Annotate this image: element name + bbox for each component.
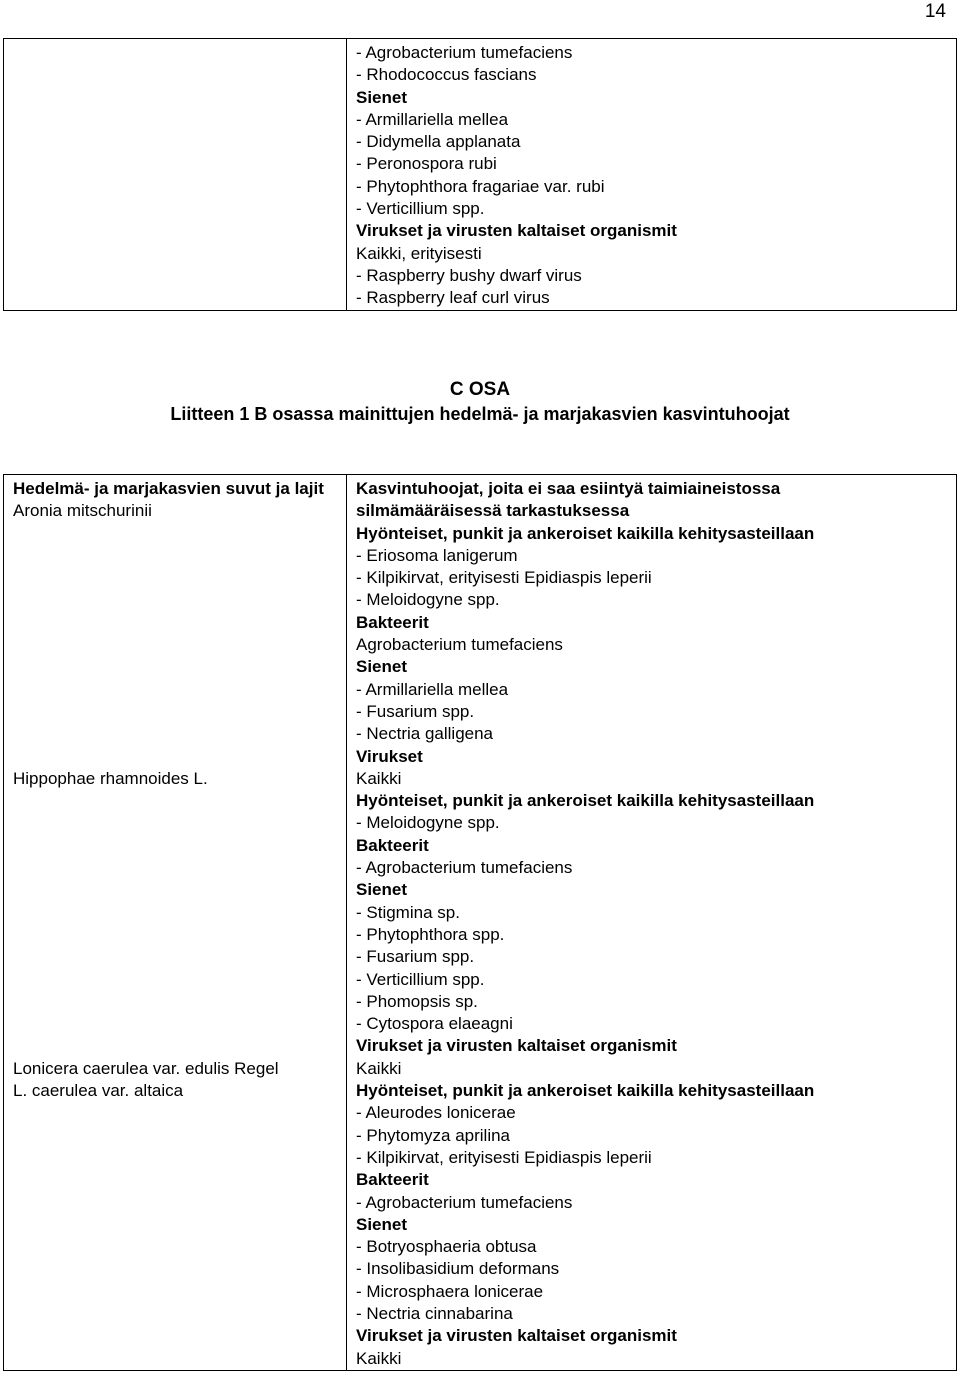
pest-item: - Raspberry leaf curl virus <box>356 288 550 308</box>
pest-item: - Meloidogyne spp. <box>356 590 500 610</box>
plant-hippophae <box>13 768 346 790</box>
pest-item: - Eriosoma lanigerum <box>356 545 518 565</box>
plant-name: Hippophae rhamnoides L. <box>13 768 208 788</box>
pest-item: - Phomopsis sp. <box>356 991 478 1011</box>
pest-category: Virukset ja virusten kaltaiset organismit <box>356 1036 677 1056</box>
pest-list <box>356 523 956 1370</box>
plant-aronia <box>13 500 346 522</box>
pest-item: - Microsphaera lonicerae <box>356 1281 544 1301</box>
pest-item: - Stigmina sp. <box>356 902 460 922</box>
pest-category: Sienet <box>356 1214 408 1234</box>
plant-name: Lonicera caerulea var. edulis Regel <box>13 1058 279 1078</box>
pest-item: Kaikki <box>356 1058 402 1078</box>
continued-pest-table <box>3 38 957 311</box>
plant-name: Aronia mitschurinii <box>13 501 152 521</box>
pest-item: - Aleurodes lonicerae <box>356 1103 516 1123</box>
pest-category: Hyönteiset, punkit ja ankeroiset kaikilla kehitysasteillaan <box>356 791 815 811</box>
pest-item: - Raspberry bushy dwarf virus <box>356 265 582 285</box>
pest-item: Agrobacterium tumefaciens <box>356 635 563 655</box>
pest-item: - Phytophthora fragariae var. rubi <box>356 176 605 196</box>
plant-column <box>4 475 347 1371</box>
plant-column-header: Hedelmä- ja marjakasvien suvut ja lajit <box>13 479 324 498</box>
pest-item: - Agrobacterium tumefaciens <box>356 43 573 62</box>
pest-category: Hyönteiset, punkit ja ankeroiset kaikilla kehitysasteillaan <box>356 523 815 543</box>
pest-item: - Fusarium spp. <box>356 947 475 967</box>
pest-item: - Agrobacterium tumefaciens <box>356 858 573 878</box>
pest-item: - Didymella applanata <box>356 132 521 152</box>
section-heading <box>0 378 960 426</box>
pest-category: Sienet <box>356 87 408 107</box>
pest-item: Kaikki <box>356 768 402 788</box>
pest-item: - Verticillium spp. <box>356 199 485 219</box>
pest-category: Bakteerit <box>356 1170 429 1190</box>
pest-item: - Meloidogyne spp. <box>356 813 500 833</box>
pest-item: - Insolibasidium deformans <box>356 1259 560 1279</box>
pest-category: Bakteerit <box>356 612 429 632</box>
section-subtitle: Liitteen 1 B osassa mainittujen hedelmä- ja marjakasvien kasvintuhoojat <box>170 404 790 424</box>
pest-column <box>347 475 957 1371</box>
pest-category: Bakteerit <box>356 835 429 855</box>
pest-item: - Kilpikirvat, erityisesti Epidiaspis leperii <box>356 568 652 588</box>
pest-item: Kaikki <box>356 1348 402 1368</box>
pest-column-header: Kasvintuhoojat, joita ei saa esiintyä taimiaineistossa <box>356 479 781 498</box>
pest-column-header: silmämääräisessä tarkastuksessa <box>356 501 630 521</box>
table-row <box>4 475 957 1371</box>
fruit-berry-pest-table <box>3 474 957 1371</box>
pest-category: Sienet <box>356 657 408 677</box>
pest-category: Hyönteiset, punkit ja ankeroiset kaikilla kehitysasteillaan <box>356 1081 815 1101</box>
pest-item: - Phytophthora spp. <box>356 924 505 944</box>
pest-cell <box>347 39 957 311</box>
plant-cell-empty <box>4 39 347 311</box>
pest-item: - Kilpikirvat, erityisesti Epidiaspis leperii <box>356 1147 652 1167</box>
pest-category: Virukset ja virusten kaltaiset organismit <box>356 221 677 241</box>
pest-item: Kaikki, erityisesti <box>356 243 482 263</box>
pest-item: - Agrobacterium tumefaciens <box>356 1192 573 1212</box>
pest-item: - Phytomyza aprilina <box>356 1125 511 1145</box>
pest-category: Sienet <box>356 880 408 900</box>
pest-item: - Verticillium spp. <box>356 969 485 989</box>
table-row <box>4 39 957 311</box>
pest-item: - Cytospora elaeagni <box>356 1014 513 1034</box>
spacer <box>13 523 346 768</box>
spacer <box>13 790 346 1058</box>
pest-item: - Botryosphaeria obtusa <box>356 1237 537 1257</box>
plant-lonicera <box>13 1058 346 1103</box>
pest-item: - Rhodococcus fascians <box>356 65 537 85</box>
pest-category: Virukset ja virusten kaltaiset organismit <box>356 1326 677 1346</box>
pest-item: - Nectria cinnabarina <box>356 1303 513 1323</box>
pest-item: - Fusarium spp. <box>356 701 475 721</box>
pest-item: - Peronospora rubi <box>356 154 497 174</box>
pest-category: Virukset <box>356 746 423 766</box>
page-number: 14 <box>924 1 946 22</box>
pest-item: - Armillariella mellea <box>356 109 509 129</box>
pest-item: - Nectria galligena <box>356 724 494 744</box>
plant-name: L. caerulea var. altaica <box>13 1081 184 1101</box>
pest-item: - Armillariella mellea <box>356 679 509 699</box>
section-title: C OSA <box>449 379 511 400</box>
